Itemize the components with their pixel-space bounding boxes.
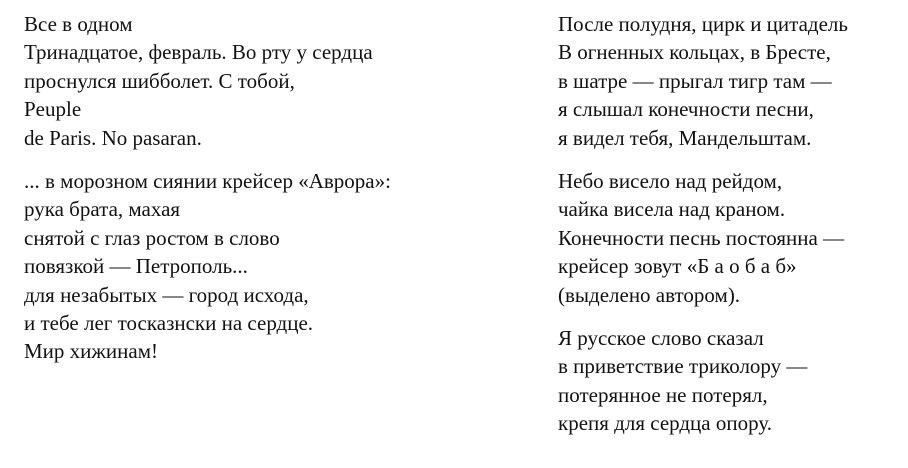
poem-line: Все в одном (24, 12, 133, 36)
poem-line: После полудня, цирк и цитадель (558, 12, 848, 36)
poem-line: повязкой — Петрополь... (24, 254, 248, 279)
stanza-right-2 (558, 167, 903, 309)
poem-line: я видел тебя, Мандельштам. (558, 125, 812, 150)
poem-line: рука брата, махая (24, 197, 181, 222)
poem-line: в приветствие триколору — (558, 354, 808, 379)
poem-line: крейсер зовут «Б а о б а б» (558, 254, 797, 279)
stanza-right-1 (558, 10, 903, 152)
poem-column-left (24, 10, 524, 366)
stanza-gap (558, 309, 903, 324)
poem-line: я слышал конечности песни, (558, 97, 814, 122)
poem-line: Мир хижинам! (24, 339, 158, 364)
poem-line: Конечности песнь постоянна — (558, 225, 845, 250)
poem-line: Небо висело над рейдом, (558, 169, 783, 194)
poem-line: потерянное не потерял, (558, 382, 768, 407)
poem-line: Peuple (24, 97, 82, 122)
poem-line: чайка висела над краном. (558, 197, 786, 222)
poem-line: проснулся шибболет. С тобой, (24, 68, 295, 93)
poem-line: (выделено автором). (558, 282, 741, 307)
poem-line: В огненных кольцах, в Бресте, (558, 40, 831, 65)
stanza-left-2 (24, 167, 524, 366)
stanza-right-3 (558, 324, 903, 438)
poem-line: Тринадцатое, февраль. Во рту у сердца (24, 40, 373, 65)
poem-line: и тебе лег тосказнски на сердце. (24, 311, 314, 336)
stanza-gap (558, 152, 903, 167)
poem-line: ... в морозном сиянии крейсер «Аврора»: (24, 169, 391, 194)
poem-line: снятой с глаз ростом в слово (24, 225, 280, 250)
poem-line: Я русское слово сказал (558, 326, 764, 351)
poem-line: крепя для сердца опору. (558, 411, 772, 436)
poem-line: в шатре — прыгал тигр там — (558, 68, 832, 93)
stanza-left-1 (24, 10, 524, 152)
poem-line: de Paris. No pasaran. (24, 125, 202, 150)
poem-column-right (558, 10, 903, 438)
poem-line: для незабытых — город исхода, (24, 282, 309, 307)
stanza-gap (24, 152, 524, 167)
